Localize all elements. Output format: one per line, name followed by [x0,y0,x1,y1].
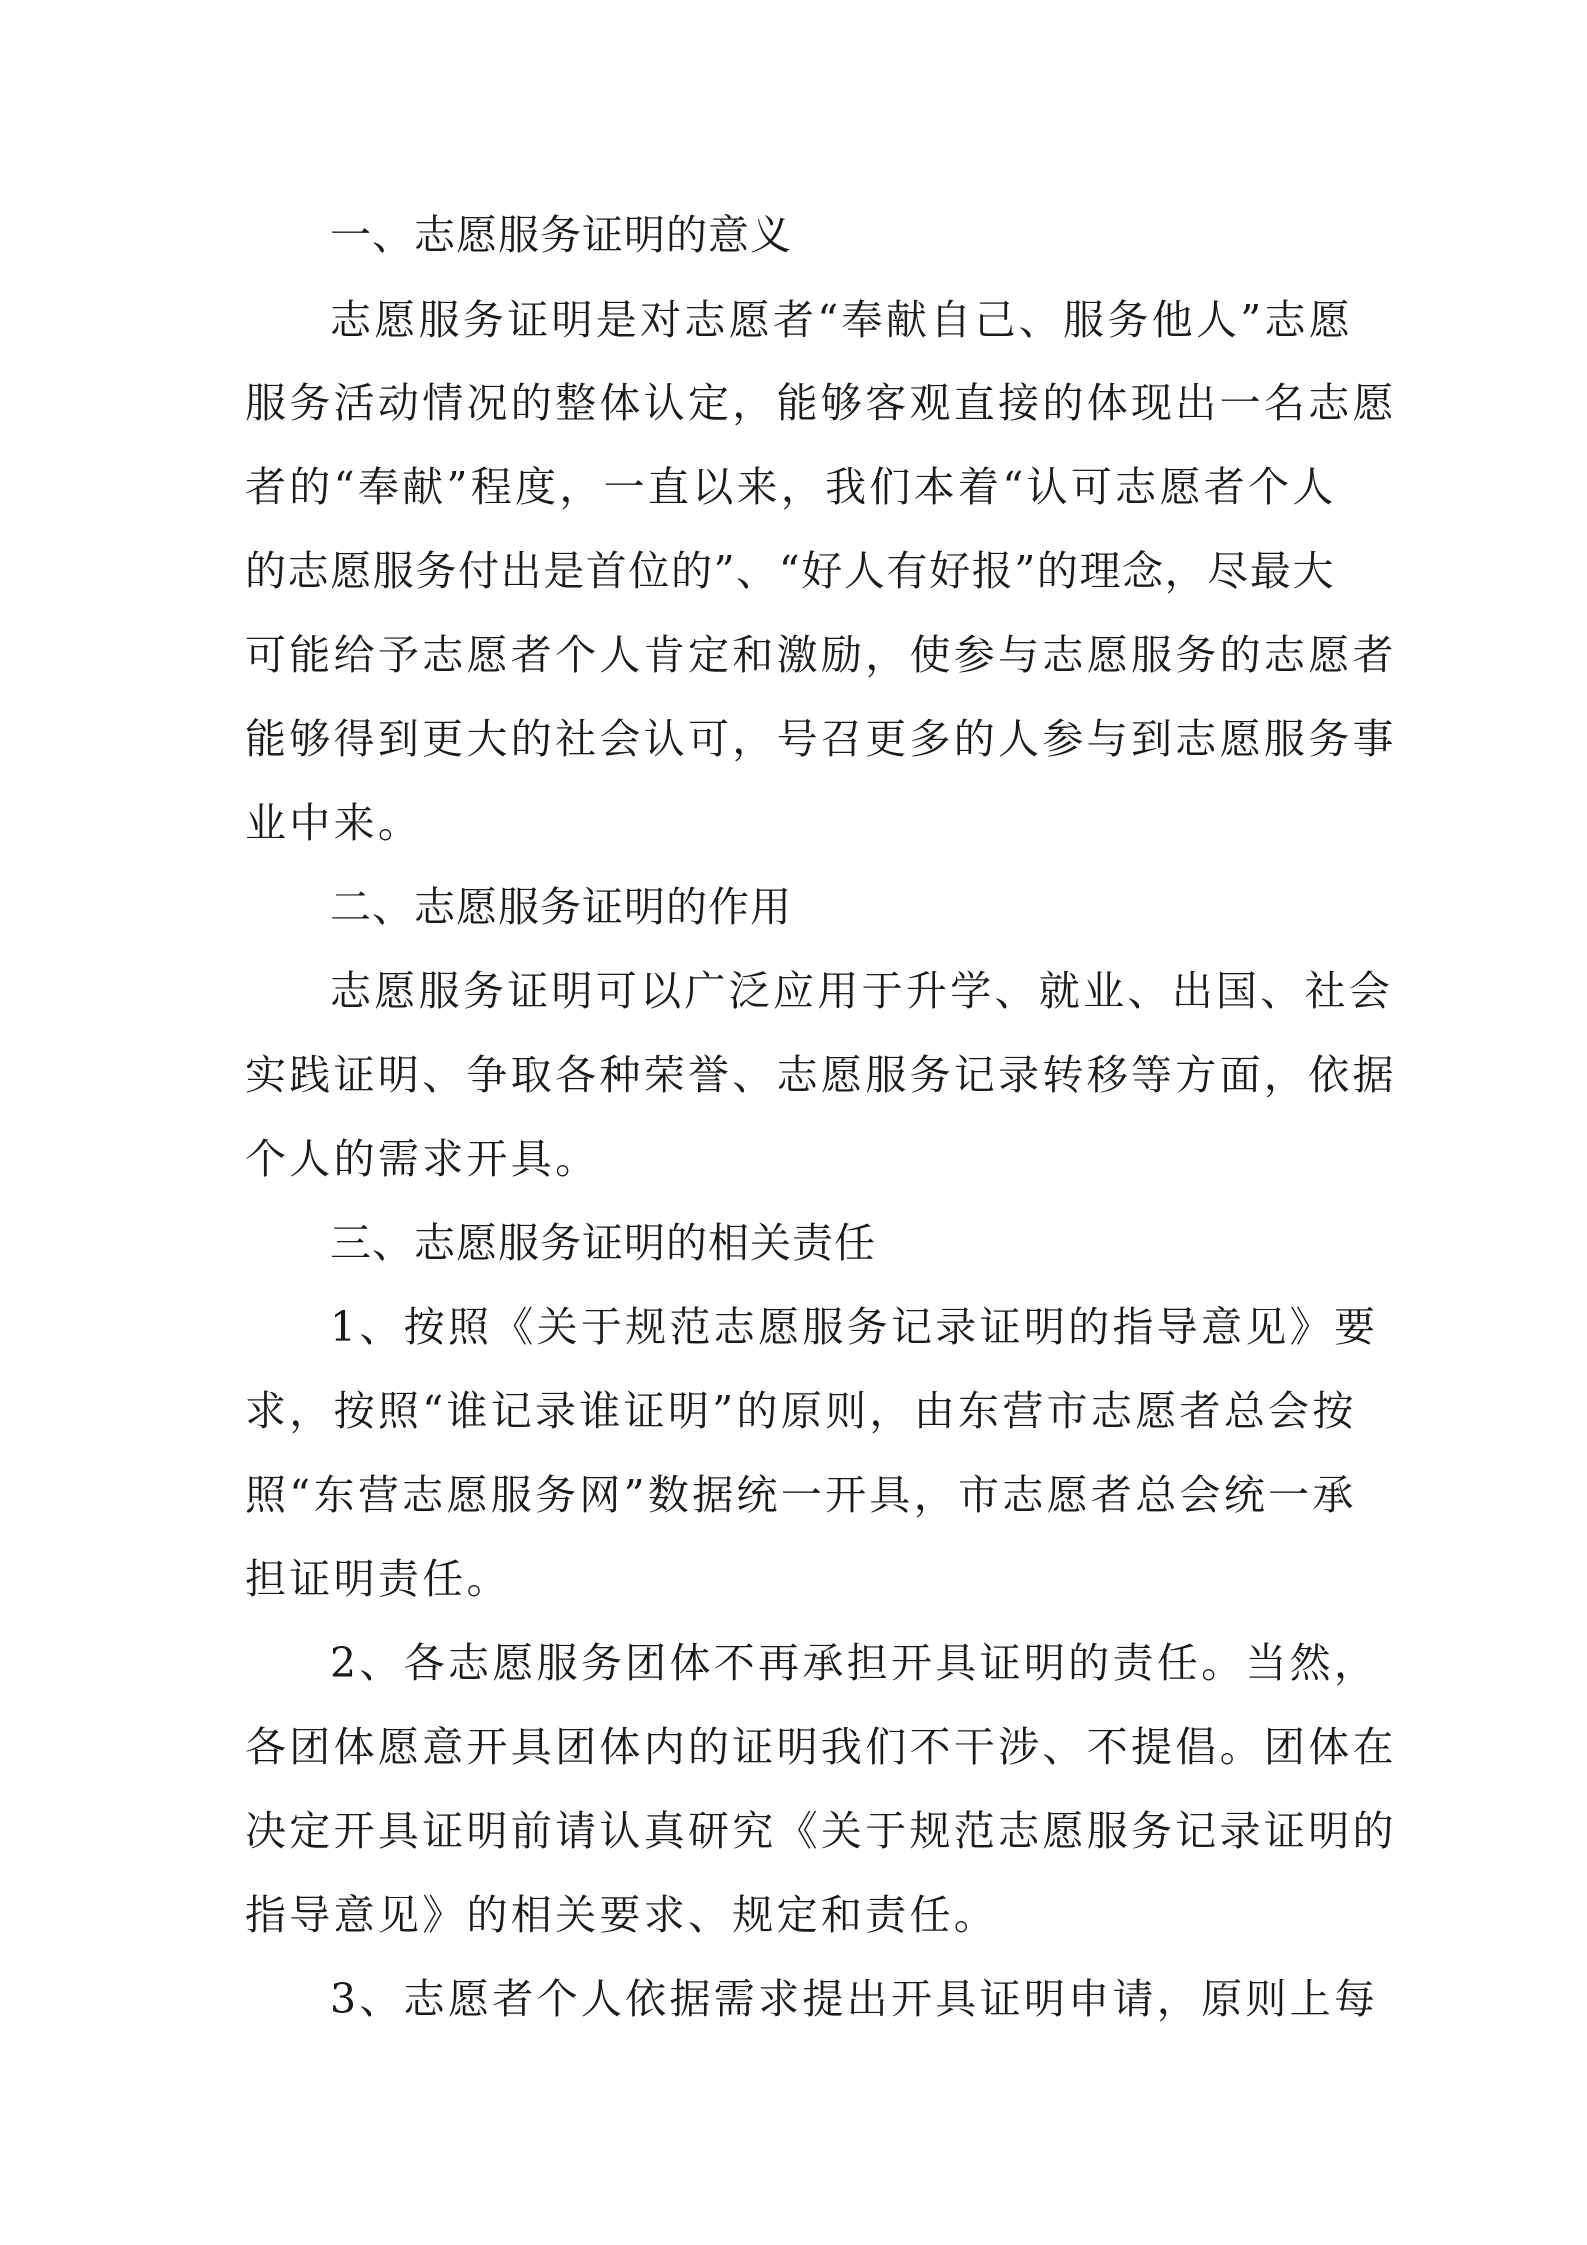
paragraph-line: 2、各志愿服务团体不再承担开具证明的责任。当然， [330,1639,1379,1687]
paragraph-line: 个人的需求开具。 [245,1135,600,1183]
paragraph-line: 照“东营志愿服务网”数据统一开具，市志愿者总会统一承 [245,1471,1357,1519]
paragraph-line: 各团体愿意开具团体内的证明我们不干涉、不提倡。团体在 [245,1723,1397,1771]
paragraph-line: 志愿服务证明是对志愿者“奉献自己、服务他人”志愿 [330,296,1354,344]
paragraph-line: 决定开具证明前请认真研究《关于规范志愿服务记录证明的 [245,1807,1397,1855]
paragraph-line: 实践证明、争取各种荣誉、志愿服务记录转移等方面，依据 [245,1051,1397,1099]
paragraph-line: 求，按照“谁记录谁证明”的原则，由东营市志愿者总会按 [245,1387,1357,1435]
section-heading-1: 一、志愿服务证明的意义 [330,211,792,259]
paragraph-line: 3、志愿者个人依据需求提出开具证明申请，原则上每 [330,1975,1379,2023]
paragraph-line: 担证明责任。 [245,1555,511,1603]
paragraph-line: 指导意见》的相关要求、规定和责任。 [245,1891,999,1939]
paragraph-line: 业中来。 [245,799,423,847]
paragraph-line: 可能给予志愿者个人肯定和激励，使参与志愿服务的志愿者 [245,631,1397,679]
paragraph-line: 能够得到更大的社会认可，号召更多的人参与到志愿服务事 [245,715,1397,763]
paragraph-line: 的志愿服务付出是首位的”、“好人有好报”的理念，尽最大 [245,547,1336,595]
paragraph-line: 1、按照《关于规范志愿服务记录证明的指导意见》要 [330,1303,1379,1351]
section-heading-2: 二、志愿服务证明的作用 [330,883,792,931]
paragraph-line: 者的“奉献”程度，一直以来，我们本着“认可志愿者个人 [245,463,1337,511]
paragraph-line: 服务活动情况的整体认定，能够客观直接的体现出一名志愿 [245,379,1397,427]
section-heading-3: 三、志愿服务证明的相关责任 [330,1219,876,1267]
paragraph-line: 志愿服务证明可以广泛应用于升学、就业、出国、社会 [330,967,1394,1015]
